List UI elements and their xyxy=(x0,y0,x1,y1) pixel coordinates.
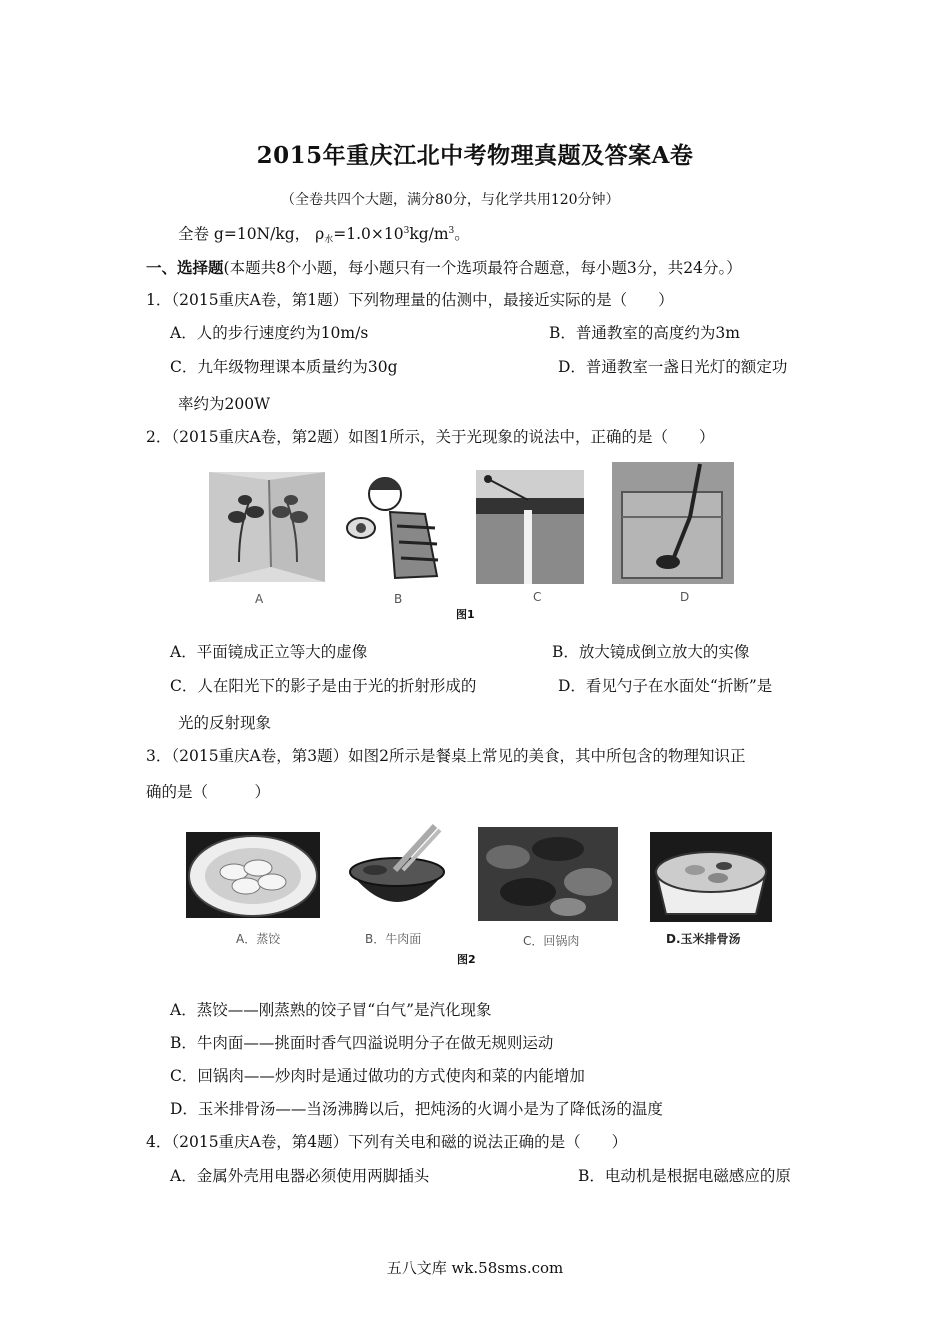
page-title: 2015年重庆江北中考物理真题及答案A卷 xyxy=(256,142,694,169)
q3-option-a: A．蒸饺——刚蒸熟的饺子冒“白气”是汽化现象 xyxy=(170,1001,492,1019)
q4-option-b: B．电动机是根据电磁感应的原 xyxy=(578,1167,791,1185)
exam-info: （全卷共四个大题，满分80分，与化学共用120分钟） xyxy=(281,192,620,208)
boy-magnifier-image xyxy=(345,466,445,584)
q2-option-a: A．平面镜成正立等大的虚像 xyxy=(170,643,368,661)
figure-2-label-c: C．回锅肉 xyxy=(523,934,580,948)
q1-option-c: C．九年级物理课本质量约为30g xyxy=(170,358,398,376)
corn-rib-soup-image xyxy=(650,832,772,922)
q1-option-d: D．普通教室一盏日光灯的额定功 xyxy=(558,358,788,376)
figure-1-photo-d xyxy=(612,462,734,584)
question-1-stem: 1．（2015重庆A卷，第1题）下列物理量的估测中，最接近实际的是（ ） xyxy=(146,291,674,309)
figure-2-label-b: B．牛肉面 xyxy=(365,932,422,946)
figure-2-caption: 图2 xyxy=(457,953,476,966)
figure-1-photo-c xyxy=(476,470,584,584)
q3-option-c: C．回锅肉——炒肉时是通过做功的方式使肉和菜的内能增加 xyxy=(170,1067,585,1085)
figure-2-photo-d xyxy=(650,832,772,922)
footer-watermark: 五八文库 wk.58sms.com xyxy=(386,1259,564,1277)
figure-1-photo-a xyxy=(209,472,325,582)
figure-1-label-d: D xyxy=(680,590,690,604)
shadow-image xyxy=(476,470,584,584)
section-heading: 一、选择题(本题共8个小题，每小题只有一个选项最符合题意，每小题3分，共24分。） xyxy=(146,258,742,277)
question-4-stem: 4．（2015重庆A卷，第4题）下列有关电和磁的说法正确的是（ ） xyxy=(146,1133,628,1151)
steamed-dumplings-image xyxy=(186,832,320,918)
figure-1-label-c: C xyxy=(533,590,542,604)
figure-2-label-d: D.玉米排骨汤 xyxy=(666,932,741,946)
spoon-in-water-image xyxy=(612,462,734,584)
question-3-stem-cont: 确的是（ ） xyxy=(146,783,271,801)
q3-option-b: B．牛肉面——挑面时香气四溢说明分子在做无规则运动 xyxy=(170,1034,554,1052)
figure-1-caption: 图1 xyxy=(456,608,475,621)
figure-2-photo-b xyxy=(345,822,450,920)
q2-option-c: C．人在阳光下的影子是由于光的折射形成的 xyxy=(170,677,477,695)
q2-option-b: B．放大镜成倒立放大的实像 xyxy=(552,643,750,661)
figure-1-label-a: A xyxy=(255,592,264,606)
q1-option-a: A．人的步行速度约为10m/s xyxy=(170,324,369,342)
figure-2-photo-a xyxy=(186,832,320,918)
figure-2-photo-c xyxy=(478,827,618,921)
q3-option-d: D．玉米排骨汤——当汤沸腾以后，把炖汤的火调小是为了降低汤的温度 xyxy=(170,1100,663,1118)
q4-option-a: A．金属外壳用电器必须使用两脚插头 xyxy=(170,1167,430,1185)
q2-option-d-cont: 光的反射现象 xyxy=(178,714,272,732)
figure-2-label-a: A．蒸饺 xyxy=(236,932,281,946)
question-2-stem: 2．（2015重庆A卷，第2题）如图1所示，关于光现象的说法中，正确的是（ ） xyxy=(146,428,715,446)
question-3-stem: 3．（2015重庆A卷，第3题）如图2所示是餐桌上常见的美食，其中所包含的物理知识正 xyxy=(146,747,746,765)
figure-1-label-b: B xyxy=(394,592,403,606)
q2-option-d: D．看见勺子在水面处“折断”是 xyxy=(558,677,773,695)
twice-cooked-pork-image xyxy=(478,827,618,921)
constants-line: 全卷 g=10N/kg， ρ水$=1.0\times 10^3kg/m^3$。 xyxy=(178,225,470,245)
q1-option-d-cont: 率约为200W xyxy=(178,395,271,413)
mirror-plant-image xyxy=(209,472,325,582)
beef-noodles-image xyxy=(345,822,450,920)
figure-1-photo-b xyxy=(345,466,445,584)
q1-option-b: B．普通教室的高度约为3m xyxy=(549,324,740,342)
